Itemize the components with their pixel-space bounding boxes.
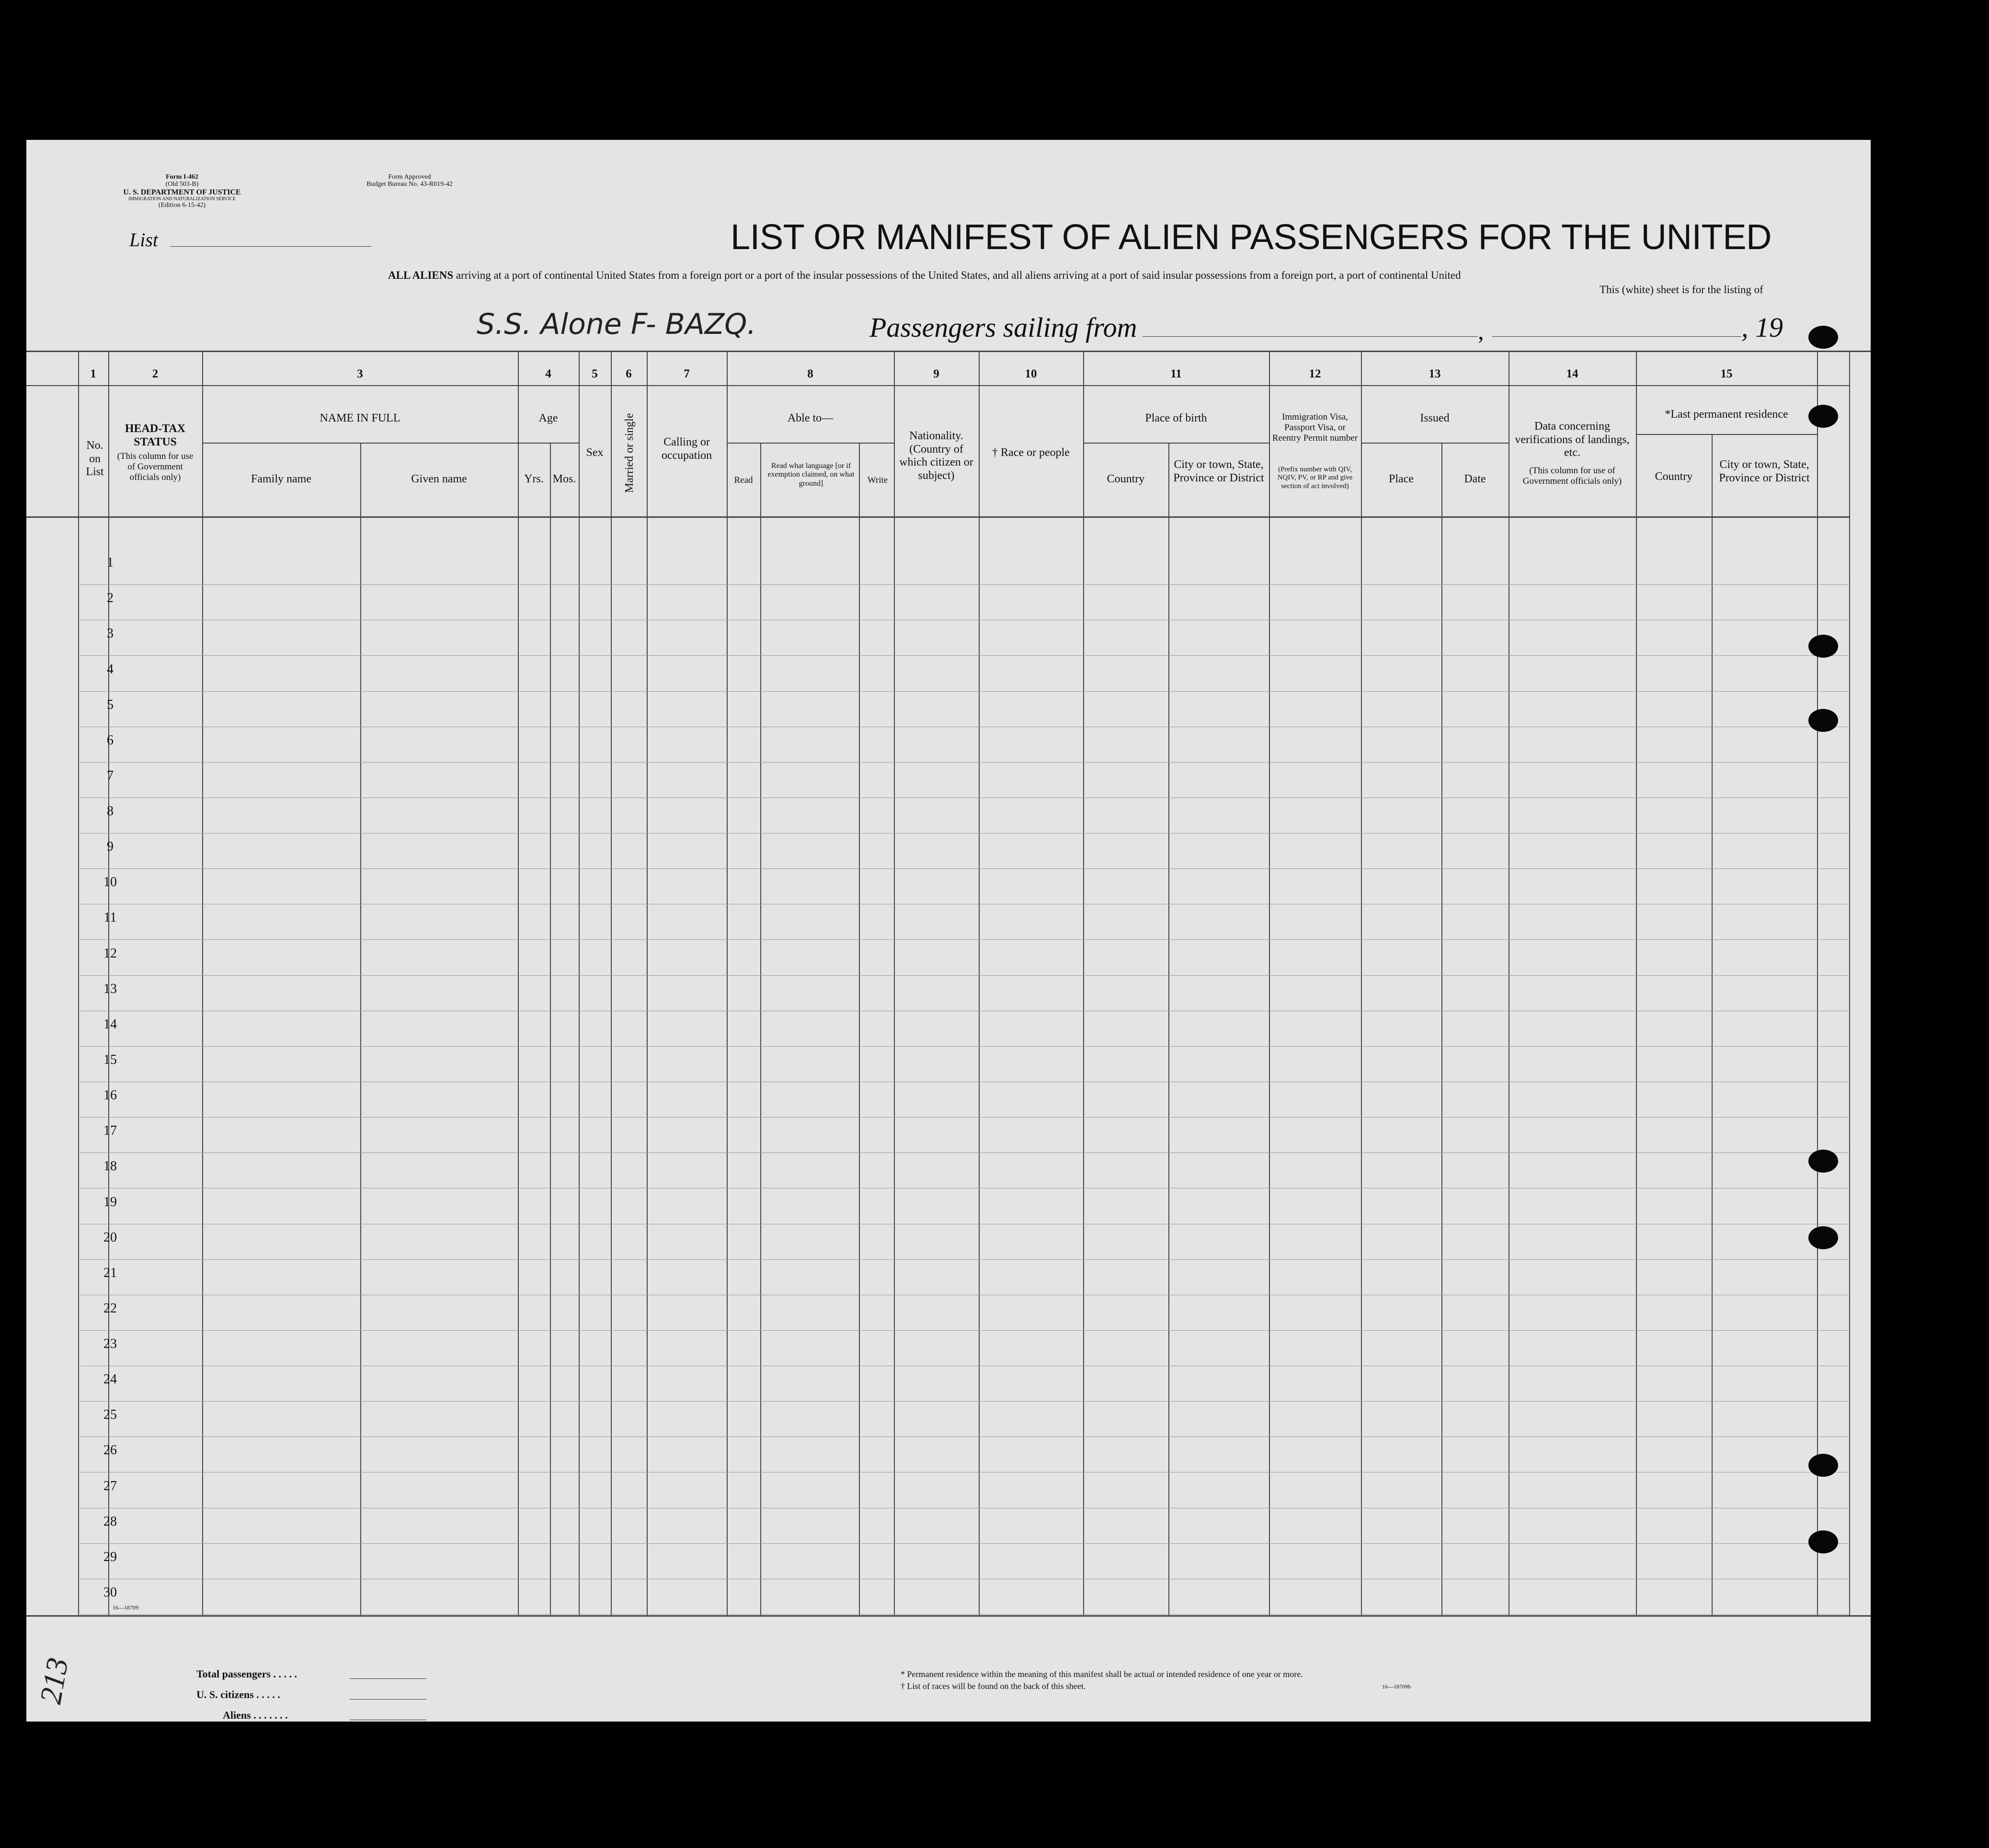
row-number: 16 xyxy=(103,1088,117,1103)
head-issued-place: Place xyxy=(1389,473,1414,485)
row-number: 8 xyxy=(107,804,114,819)
table-row xyxy=(78,655,1851,656)
us-citizens-blank xyxy=(350,1699,426,1700)
c4-sub-line xyxy=(518,443,579,444)
us-citizens-label: U. S. citizens . . . . . xyxy=(196,1688,280,1700)
column-divider xyxy=(611,352,612,1615)
head-family-name: Family name xyxy=(251,473,311,485)
head-read: Read xyxy=(734,475,753,485)
row-number: 21 xyxy=(103,1265,117,1280)
row-number: 5 xyxy=(107,697,114,712)
head-issued-date: Date xyxy=(1464,473,1486,485)
subtitle-text: arriving at a port of continental United States from a foreign port or a port of the insular possessions of the United States, and all aliens arriving at a port of said insular possessions from a foreign port, a port of continental United xyxy=(456,269,1461,281)
header-bottom-line xyxy=(26,516,1849,518)
manifest-sheet xyxy=(26,140,1871,1722)
row-number: 4 xyxy=(107,662,114,677)
row-number: 30 xyxy=(103,1585,117,1600)
print-code-b: 16—18709b xyxy=(1382,1683,1411,1690)
table-row xyxy=(78,1152,1851,1153)
column-divider xyxy=(760,443,761,1615)
colnum-5: 5 xyxy=(592,367,598,380)
head-place-of-birth: Place of birth xyxy=(1145,412,1207,424)
department-name: U. S. DEPARTMENT OF JUSTICE xyxy=(123,188,241,196)
list-blank xyxy=(170,246,371,247)
row-number: 20 xyxy=(103,1230,117,1245)
row-number: 2 xyxy=(107,591,114,606)
form-approved: Form Approved xyxy=(388,173,431,181)
punch-hole xyxy=(1808,635,1838,658)
head-residence-country: Country xyxy=(1655,470,1693,483)
row-number: 23 xyxy=(103,1336,117,1352)
head-write: Write xyxy=(867,475,888,485)
column-divider xyxy=(1269,352,1270,1615)
c8-sub-line xyxy=(727,443,894,444)
column-divider xyxy=(1712,434,1713,1615)
column-divider xyxy=(1168,443,1169,1615)
row-number: 1 xyxy=(107,555,114,570)
row-number: 15 xyxy=(103,1052,117,1067)
punch-hole xyxy=(1808,1150,1838,1173)
edition: (Edition 6-15-42) xyxy=(158,202,206,209)
head-nationality: Nationality. (Country of which citizen or subject) xyxy=(899,430,973,482)
c11-sub-line xyxy=(1083,443,1269,444)
column-divider xyxy=(859,443,860,1615)
column-divider xyxy=(979,352,980,1615)
print-code: 16—18709 xyxy=(113,1604,138,1611)
row-number: 11 xyxy=(103,910,117,925)
footnote-races: † List of races will be found on the back of this sheet. xyxy=(901,1681,1086,1691)
column-divider xyxy=(727,352,728,1615)
column-divider xyxy=(1441,443,1442,1615)
colnum-7: 7 xyxy=(684,367,690,380)
column-divider xyxy=(1083,352,1084,1615)
table-row xyxy=(78,762,1851,763)
col-number-line xyxy=(26,385,1849,386)
total-passengers-label: Total passengers . . . . . xyxy=(196,1668,297,1680)
row-number: 10 xyxy=(103,875,117,890)
head-visa-note: (Prefix number with QIV, NQIV, PV, or RP and give section of act involved) xyxy=(1277,466,1353,490)
colnum-4: 4 xyxy=(545,367,551,380)
colnum-15: 15 xyxy=(1720,367,1733,380)
column-divider xyxy=(1817,352,1818,1615)
head-read-language: Read what language [or if exemption claimed, on what ground] xyxy=(767,462,855,488)
colnum-10: 10 xyxy=(1025,367,1037,380)
form-number: Form I-462 xyxy=(165,173,199,181)
table-row xyxy=(78,1401,1851,1402)
row-number: 18 xyxy=(103,1159,117,1174)
punch-hole xyxy=(1808,1530,1838,1553)
colnum-14: 14 xyxy=(1566,367,1578,380)
head-able-to: Able to— xyxy=(787,412,834,424)
column-divider xyxy=(1361,352,1362,1615)
row-number: 12 xyxy=(103,946,117,961)
punch-hole xyxy=(1808,709,1838,732)
list-label: List xyxy=(129,229,159,251)
row-number: 27 xyxy=(103,1478,117,1494)
head-calling: Calling or occupation xyxy=(661,436,712,462)
row-number: 24 xyxy=(103,1372,117,1387)
head-head-tax-status: HEAD-TAX STATUS xyxy=(125,422,186,448)
service-name: IMMIGRATION AND NATURALIZATION SERVICE xyxy=(128,196,236,202)
row-number: 29 xyxy=(103,1549,117,1564)
colnum-13: 13 xyxy=(1429,367,1441,380)
column-divider xyxy=(894,352,895,1615)
head-sex: Sex xyxy=(586,446,604,459)
colnum-11: 11 xyxy=(1170,367,1182,380)
colnum-6: 6 xyxy=(626,367,632,380)
table-row xyxy=(78,691,1851,692)
head-married-or-single: Married or single xyxy=(623,413,636,493)
table-row xyxy=(78,868,1851,869)
footnote-residence: * Permanent residence within the meaning of this manifest shall be actual or intended residence of one year or more. xyxy=(901,1669,1303,1679)
budget-number: Budget Bureau No. 43-R019-42 xyxy=(366,181,453,188)
column-divider xyxy=(579,352,580,1615)
row-number: 19 xyxy=(103,1194,117,1209)
row-number: 7 xyxy=(107,768,114,783)
punch-hole xyxy=(1808,405,1838,428)
head-tax-note: (This column for use of Government officials only) xyxy=(117,451,194,482)
head-birth-city: City or town, State, Province or District xyxy=(1173,458,1264,484)
table-row xyxy=(78,939,1851,940)
colnum-1: 1 xyxy=(90,367,96,380)
head-verification-note: (This column for use of Government officials only) xyxy=(1522,466,1622,486)
comma: , xyxy=(1478,318,1484,344)
sailing-from-blank xyxy=(1143,336,1478,337)
column-divider xyxy=(360,443,361,1615)
punch-hole xyxy=(1808,1226,1838,1249)
c15-sub-line xyxy=(1636,434,1817,435)
approval-block xyxy=(333,173,486,188)
row-number: 22 xyxy=(103,1300,117,1316)
colnum-8: 8 xyxy=(807,367,813,380)
row-number: 6 xyxy=(107,732,114,748)
column-divider xyxy=(202,352,203,1615)
column-divider xyxy=(647,352,648,1615)
table-row xyxy=(78,1330,1851,1331)
head-residence-city: City or town, State, Province or District xyxy=(1719,458,1810,484)
subtitle-bold: ALL ALIENS xyxy=(388,269,454,281)
table-row xyxy=(78,1117,1851,1118)
table-row xyxy=(78,584,1851,585)
column-divider xyxy=(1849,352,1850,1615)
table-row xyxy=(78,1543,1851,1544)
head-issued: Issued xyxy=(1420,412,1450,424)
table-row xyxy=(78,1614,1851,1615)
total-passengers-blank xyxy=(350,1678,426,1679)
head-birth-country: Country xyxy=(1107,473,1145,485)
row-number: 28 xyxy=(103,1514,117,1529)
head-race: † Race or people xyxy=(992,446,1070,459)
head-name-in-full: NAME IN FULL xyxy=(320,412,400,424)
ship-name-handwritten: S.S. Alone F- BAZQ. xyxy=(477,308,756,341)
colnum-9: 9 xyxy=(933,367,939,380)
year-prefix: , 19 xyxy=(1741,312,1783,343)
column-divider xyxy=(518,352,519,1615)
row-number: 9 xyxy=(107,839,114,855)
head-age-yrs: Yrs. xyxy=(524,473,544,485)
row-number: 17 xyxy=(103,1123,117,1139)
head-age: Age xyxy=(538,412,558,424)
date-blank xyxy=(1492,336,1741,337)
old-number: (Old 503-B) xyxy=(165,181,199,188)
colnum-2: 2 xyxy=(152,367,159,380)
head-age-mos: Mos. xyxy=(552,473,576,485)
column-divider xyxy=(1636,352,1637,1615)
head-last-residence: *Last permanent residence xyxy=(1665,408,1788,421)
passengers-sailing-label: Passengers sailing from xyxy=(869,312,1137,343)
head-no-on-list: No. on List xyxy=(86,439,104,479)
aliens-label: Aliens . . . . . . . xyxy=(223,1709,288,1721)
c3-sub-line xyxy=(202,443,518,444)
head-given-name: Given name xyxy=(411,473,467,485)
column-divider xyxy=(78,352,79,1615)
head-verification: Data concerning verifications of landings, etc. xyxy=(1515,420,1630,459)
subtitle-line2: This (white) sheet is for the listing of xyxy=(1600,284,1763,296)
table-row xyxy=(78,1259,1851,1260)
table-bottom-border xyxy=(26,1615,1871,1617)
subtitle-line1 xyxy=(388,269,1461,282)
row-number: 25 xyxy=(103,1407,117,1423)
form-id-block xyxy=(105,173,259,209)
table-top-border xyxy=(26,351,1871,352)
row-number: 3 xyxy=(107,626,114,641)
page-title: LIST OR MANIFEST OF ALIEN PASSENGERS FOR THE UNITED xyxy=(731,217,1772,257)
column-divider xyxy=(550,443,551,1615)
head-visa: Immigration Visa, Passport Visa, or Reentry Permit number xyxy=(1272,412,1358,443)
table-row xyxy=(78,975,1851,976)
margin-note: 213 xyxy=(33,1655,75,1707)
row-number: 14 xyxy=(103,1016,117,1032)
c13-sub-line xyxy=(1361,443,1509,444)
table-row xyxy=(78,1046,1851,1047)
colnum-12: 12 xyxy=(1309,367,1321,380)
punch-hole xyxy=(1808,1454,1838,1477)
colnum-3: 3 xyxy=(357,367,363,380)
row-number: 26 xyxy=(103,1443,117,1458)
row-number: 13 xyxy=(103,981,117,996)
punch-hole xyxy=(1808,326,1838,349)
